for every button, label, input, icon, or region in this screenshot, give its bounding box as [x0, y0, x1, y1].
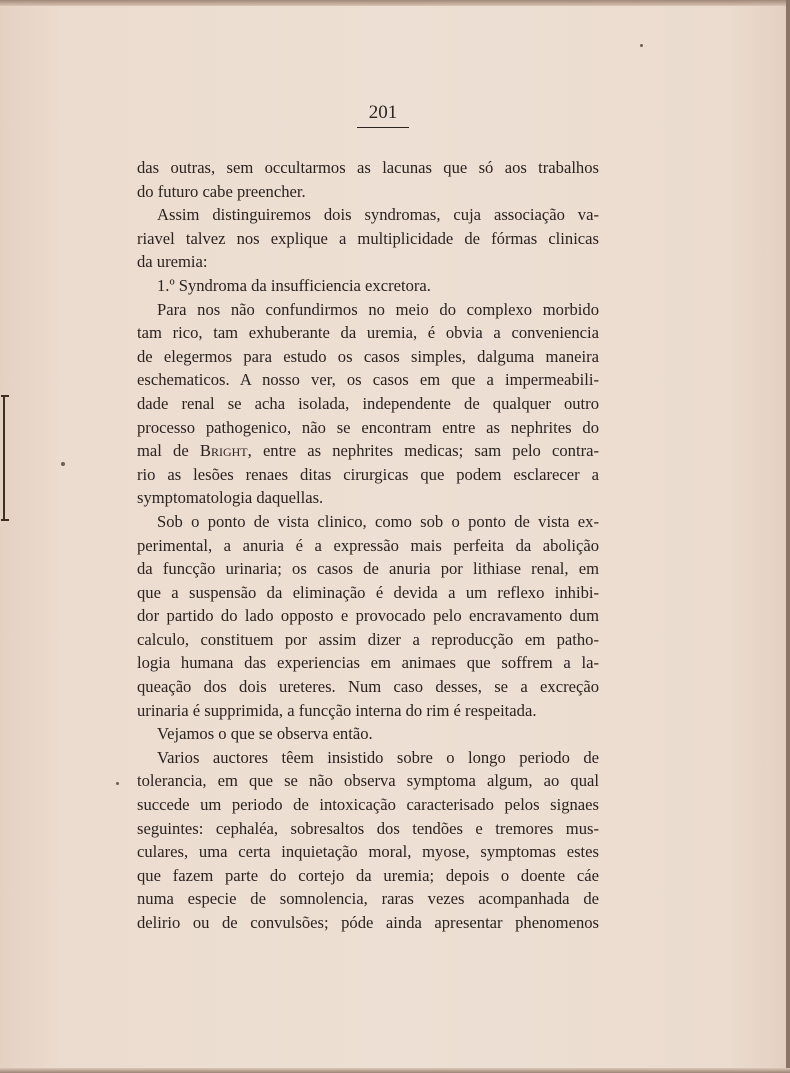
paper-speck — [640, 44, 643, 47]
text-line: que fazem parte do cortejo da uremia; depois o doente cáe — [137, 865, 599, 885]
text-line: 1.º Syndroma da insufficiencia excretora. — [157, 275, 431, 295]
page-number: 201 — [368, 102, 398, 123]
text-line: da uremia: — [137, 252, 208, 272]
text-segment: , entre as nephrites medicas; sam pelo contra- — [247, 441, 600, 461]
text-line: queação dos dois ureteres. Num caso desses, se a excreção — [137, 677, 599, 697]
binding-mark — [3, 395, 9, 521]
text-line: numa especie de somnolencia, raras vezes acompanhada de — [137, 889, 599, 909]
text-line: que a suspensão da eliminação é devida a um reflexo inhibi- — [137, 582, 599, 602]
text-line: tolerancia, em que se não observa symptoma algum, ao qual — [137, 771, 599, 791]
text-line — [137, 439, 599, 463]
text-line: Varios auctores têem insistido sobre o longo periodo de — [157, 747, 599, 767]
text-line: dade renal se acha isolada, independente de qualquer outro — [137, 393, 599, 413]
paper-speck — [61, 462, 65, 466]
text-line: dor partido do lado opposto e provocado pelo encravamento dum — [137, 606, 599, 626]
paper-speck — [116, 782, 119, 785]
text-line: logia humana das experiencias em animaes que soffrem a la- — [137, 653, 599, 673]
body-text — [137, 156, 599, 935]
text-line: da funcção urinaria; os casos de anuria por lithiase renal, em — [137, 559, 599, 579]
author-name: Bright — [199, 441, 248, 461]
page-top-edge — [0, 0, 790, 6]
text-line: Sob o ponto de vista clinico, como sob o ponto de vista ex- — [157, 511, 599, 531]
text-line: symptomatologia daquellas. — [137, 488, 324, 508]
text-line: processo pathogenico, não se encontram entre as nephrites do — [137, 417, 599, 437]
text-line: riavel talvez nos explique a multiplicidade de fórmas clinicas — [137, 228, 599, 248]
text-segment: mal de — [137, 441, 200, 461]
text-line: rio as lesões renaes ditas cirurgicas que podem esclarecer a — [137, 464, 599, 484]
text-line: Para nos não confundirmos no meio do complexo morbido — [157, 299, 599, 319]
text-line: tam rico, tam exhuberante da uremia, é obvia a conveniencia — [137, 323, 599, 343]
text-line: do futuro cabe preencher. — [137, 181, 306, 201]
page-bottom-edge — [0, 1068, 790, 1073]
page-right-edge — [786, 0, 790, 1073]
text-line: eschematicos. A nosso ver, os casos em que a impermeabili- — [137, 370, 599, 390]
text-line: de elegermos para estudo os casos simples, dalguma maneira — [137, 346, 599, 366]
text-line: culares, uma certa inquietação moral, myose, symptomas estes — [137, 842, 599, 862]
page-number-rule — [357, 127, 409, 128]
text-line: delirio ou de convulsões; póde ainda apresentar phenomenos — [137, 913, 599, 932]
text-line: Vejamos o que se observa então. — [157, 724, 373, 744]
text-line: seguintes: cephaléa, sobresaltos dos tendões e tremores mus- — [137, 818, 599, 838]
text-line: das outras, sem occultarmos as lacunas que só aos trabalhos — [137, 158, 599, 177]
text-line: calculo, constituem por assim dizer a reproducção em patho- — [137, 629, 599, 649]
text-line: succede um periodo de intoxicação caracterisado pelos signaes — [137, 795, 599, 815]
text-line: Assim distinguiremos dois syndromas, cuja associação va- — [157, 205, 599, 225]
text-line: perimental, a anuria é a expressão mais perfeita da abolição — [137, 535, 599, 555]
text-line: urinaria é supprimida, a funcção interna do rim é respeitada. — [137, 700, 537, 720]
